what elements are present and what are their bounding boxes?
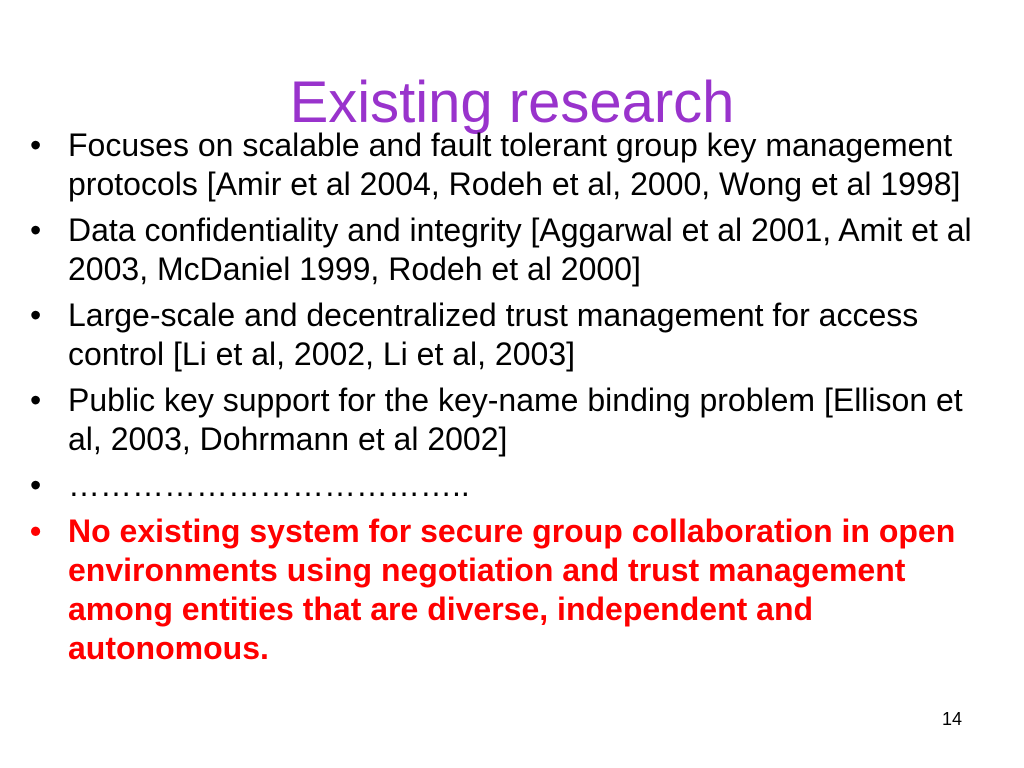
bullet-marker: • — [30, 513, 42, 549]
bullet-item — [26, 126, 986, 204]
bullet-item — [26, 466, 986, 505]
bullet-marker: • — [30, 127, 42, 163]
bullet-marker: • — [30, 382, 42, 418]
bullet-text: Public key support for the key-name binding problem [Ellison et al, 2003, Dohrmann et al 2002] — [68, 382, 963, 457]
bullet-item — [26, 296, 986, 374]
bullet-list — [26, 126, 986, 675]
bullet-text: Data confidentiality and integrity [Aggarwal et al 2001, Amit et al 2003, McDaniel 1999, Rodeh et al 2000] — [68, 212, 972, 287]
bullet-text: Large-scale and decentralized trust management for access control [Li et al, 2002, Li et al, 2003] — [68, 297, 919, 372]
bullet-item — [26, 211, 986, 289]
highlight-bullet-text: No existing system for secure group collaboration in open environments using negotiation and trust management among entities that are diverse, independent and autonomous. — [68, 513, 956, 666]
slide-title: Existing research — [289, 69, 735, 135]
bullet-marker: • — [30, 467, 42, 503]
bullet-text: ……………………………….. — [68, 467, 470, 503]
highlight-bullet-item — [26, 512, 986, 668]
bullet-marker: • — [30, 297, 42, 333]
slide-number: 14 — [941, 709, 962, 729]
bullet-text: Focuses on scalable and fault tolerant group key management protocols [Amir et al 2004, Rodeh et al, 2000, Wong et al 1998] — [68, 127, 961, 202]
bullet-item — [26, 381, 986, 459]
bullet-marker: • — [30, 212, 42, 248]
